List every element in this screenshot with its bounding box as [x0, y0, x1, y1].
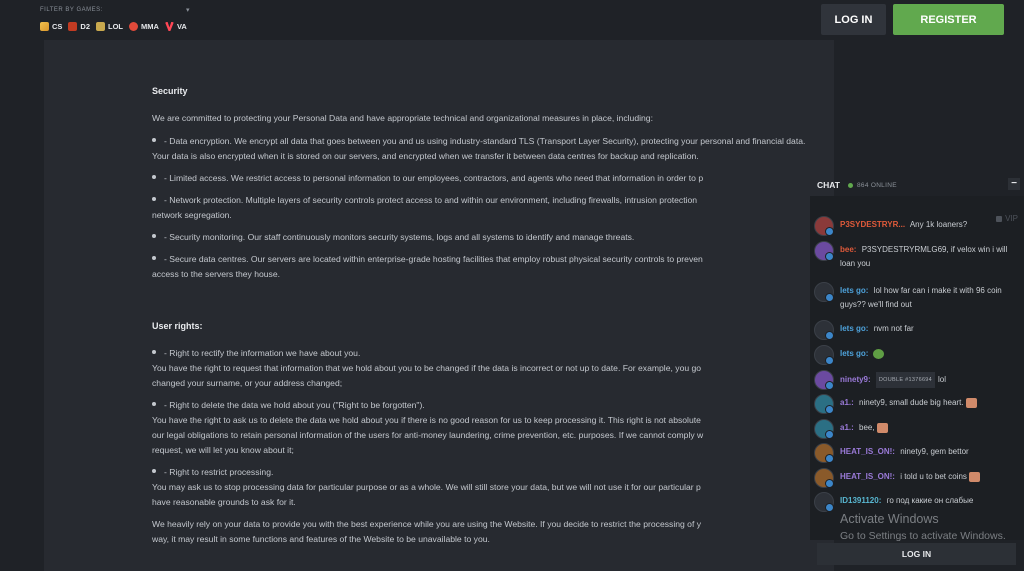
chat-header [817, 178, 1024, 192]
security-intro: We are committed to protecting your Personal Data and have appropriate technical and organizational measures in place, including: [152, 113, 653, 123]
game-filter-d2[interactable]: D2 [68, 22, 90, 31]
chat-message: a1.: ninety9, small dude big heart. [814, 394, 1020, 414]
chat-username[interactable]: lets go: [840, 349, 869, 358]
list-item: - Network protection. Multiple layers of security controls protect access to and within our environment, including firewalls, intrusion protection network segregation. [152, 193, 812, 223]
avatar[interactable] [814, 443, 834, 463]
login-button[interactable]: LOG IN [821, 4, 886, 35]
avatar[interactable] [814, 241, 834, 261]
chat-username[interactable]: bee: [840, 245, 857, 254]
chat-username[interactable]: P3SYDESTRYR... [840, 220, 906, 229]
avatar[interactable] [814, 282, 834, 302]
chat-message: a1.: bee, [814, 419, 1020, 439]
closing-paragraph: We heavily rely on your data to provide you with the best experience while you are using the Website. If you decide to restrict the processing of y way, it may result in some functions and features of the Website to be unavailable to you. [152, 519, 702, 544]
vip-label: VIP [996, 214, 1018, 223]
chat-message: ID1391120: го под какие он слабые [814, 492, 1020, 512]
valorant-icon [165, 22, 174, 31]
cs-icon [40, 22, 49, 31]
lol-icon [96, 22, 105, 31]
filter-label[interactable] [40, 6, 190, 14]
caret-down-icon[interactable]: ▾ [185, 7, 190, 14]
double-badge[interactable]: DOUBLE #1376694 [876, 372, 935, 388]
avatar[interactable] [814, 419, 834, 439]
chat-message: bee: P3SYDESTRYRMLG69, if velox win i will loan you [814, 241, 1020, 271]
chat-username[interactable]: a1.: [840, 423, 854, 432]
game-list [40, 22, 190, 31]
chat-message: HEAT_IS_ON!: ninety9, gem bettor [814, 443, 1020, 463]
avatar[interactable] [814, 468, 834, 488]
register-button[interactable]: REGISTER [893, 4, 1004, 35]
mma-icon [129, 22, 138, 31]
chat-message: P3SYDESTRYR... Any 1k loaners? [814, 216, 1020, 236]
chat-username[interactable]: ninety9: [840, 375, 871, 385]
avatar[interactable] [814, 492, 834, 512]
avatar[interactable] [814, 394, 834, 414]
chat-messages[interactable] [810, 196, 1024, 540]
game-filter-cs[interactable]: CS [40, 22, 62, 31]
game-filter [40, 6, 190, 31]
chat-message: ninety9: DOUBLE #1376694 lol [814, 370, 1020, 390]
list-item: - Data encryption. We encrypt all data that goes between you and us using industry-standard TLS (Transport Layer Security), protecting your personal and financial data. Your data is also encrypted when it is stored on our servers, and encrypted when we transfer it between data centres for backup and replication. [152, 134, 812, 164]
online-dot-icon [848, 183, 853, 188]
chat-username[interactable]: HEAT_IS_ON!: [840, 472, 895, 481]
chat-username[interactable]: lets go: [840, 286, 869, 295]
frog-emote-icon [873, 349, 884, 359]
game-filter-va[interactable]: VA [165, 22, 187, 31]
avatar[interactable] [814, 216, 834, 236]
face-emote-icon [969, 472, 980, 482]
avatar[interactable] [814, 345, 834, 365]
avatar[interactable] [814, 370, 834, 390]
chat-minimize-button[interactable]: − [1008, 178, 1020, 190]
dota2-icon [68, 22, 77, 31]
list-item: - Right to rectify the information we have about you. You have the right to request that information that we hold about you to be changed if the data is incorrect or not up to date. For example, you go changed your surname, or your address changed; [152, 346, 812, 391]
list-item: - Limited access. We restrict access to personal information to our employees, contractors, and agents who need that information in order to p [152, 171, 812, 186]
chat-login-button[interactable]: LOG IN [817, 543, 1016, 565]
list-item: - Right to delete the data we hold about you ("Right to be forgotten"). You have the right to ask us to delete the data we hold about you if there is no good reason for us to keep processing it. This right is not absolute our legal obligations to retain personal information of the users for anti-money laundering, crime prevention, etc. purposes. If we cannot comply w request, we will let you know about it; [152, 398, 812, 458]
chat-username[interactable]: a1.: [840, 398, 854, 407]
list-item: - Secure data centres. Our servers are located within enterprise-grade hosting facilities that employ robust physical security controls to preven access to the servers they house. [152, 252, 812, 282]
chat-username[interactable]: HEAT_IS_ON!: [840, 447, 895, 456]
game-filter-mma[interactable]: MMA [129, 22, 159, 31]
face-emote-icon [966, 398, 977, 408]
avatar[interactable] [814, 320, 834, 340]
filter-label-text: FILTER BY GAMES: [40, 7, 103, 13]
chat-message: lets go: nvm not far [814, 320, 1020, 340]
privacy-content [152, 84, 812, 555]
rights-heading: User rights: [152, 321, 203, 331]
list-item: - Security monitoring. Our staff continuously monitors security systems, logs and all systems to identify and manage threats. [152, 230, 812, 245]
game-filter-lol[interactable]: LOL [96, 22, 123, 31]
online-count: 864 ONLINE [856, 181, 897, 189]
chat-username[interactable]: ID1391120: [840, 496, 882, 505]
security-heading: Security [152, 86, 188, 96]
chat-title: CHAT [817, 180, 840, 190]
activate-windows-title: Activate Windows [840, 512, 939, 526]
activate-windows-subtitle: Go to Settings to activate Windows. [840, 530, 1006, 542]
chat-message [814, 345, 1020, 365]
chat-message: HEAT_IS_ON!: i told u to bet coins [814, 468, 1020, 488]
list-item: - Right to restrict processing. You may ask us to stop processing data for particular purpose or as a whole. We will still store your data, but we will not use it for our particular p have reasonable grounds to ask for it. [152, 465, 812, 510]
chat-message: lets go: lol how far can i make it with 96 coin guys?? we'll find out [814, 282, 1020, 312]
chat-username[interactable]: lets go: [840, 324, 869, 333]
face-emote-icon [877, 423, 888, 433]
